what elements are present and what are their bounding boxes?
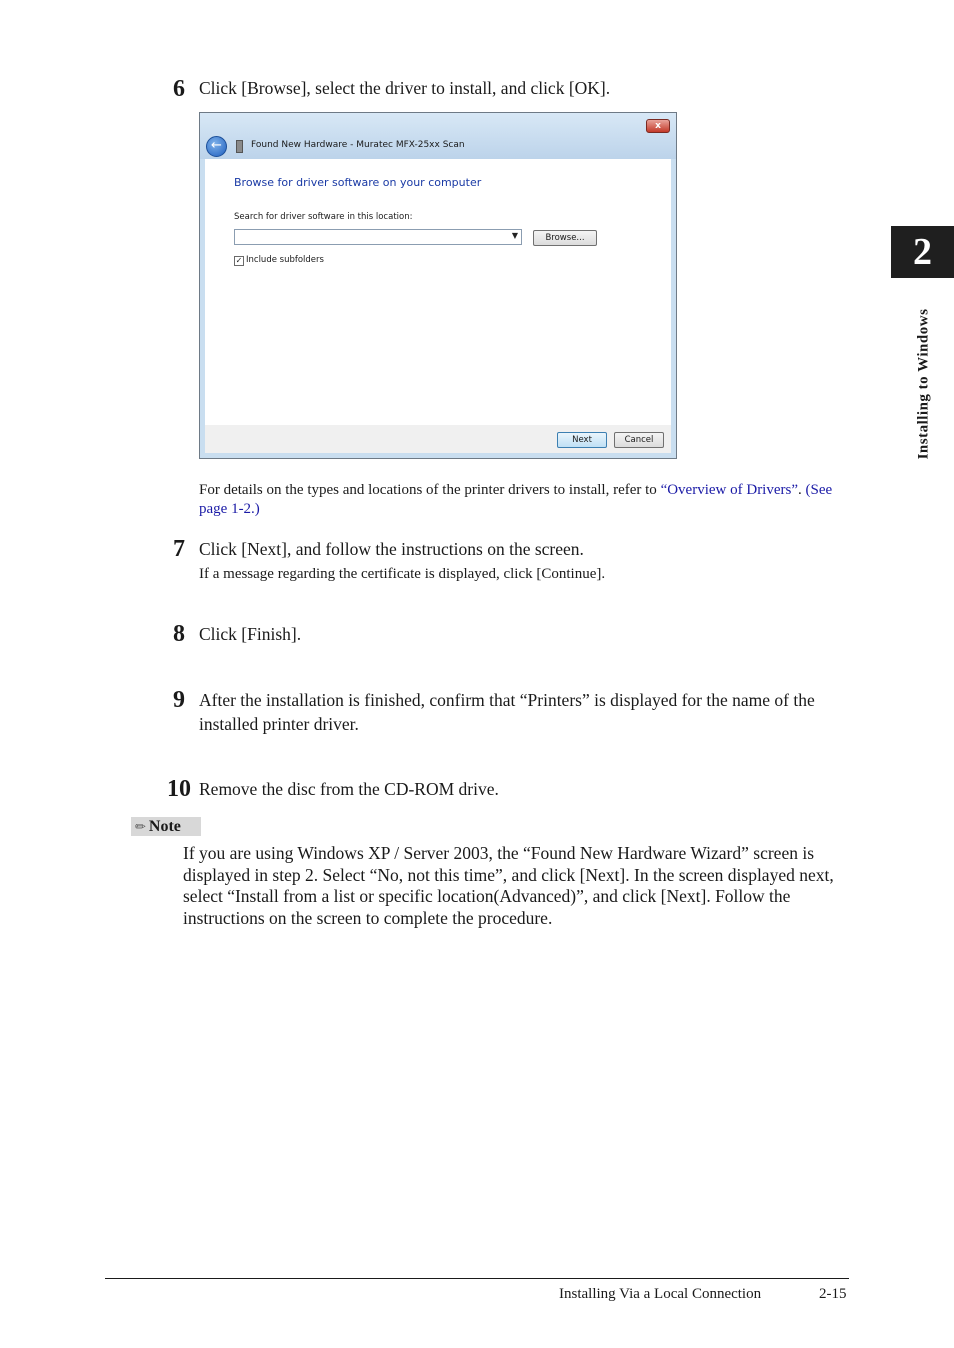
step-number-7: 7	[173, 536, 185, 562]
search-location-label: Search for driver software in this location:	[234, 212, 413, 222]
footer-divider	[105, 1278, 849, 1279]
overview-of-drivers-link[interactable]: “Overview of Drivers”	[660, 482, 799, 498]
dialog-footer	[205, 425, 671, 453]
chapter-side-title: Installing to Windows	[915, 308, 932, 460]
hardware-device-icon	[236, 140, 243, 153]
dialog-title: Found New Hardware - Muratec MFX-25xx Scan	[251, 140, 465, 150]
page-reference-link[interactable]: (See page 1-2.)	[199, 482, 833, 517]
step-6-text: Click [Browse], select the driver to install, and click [OK].	[199, 78, 611, 98]
footer-section-title: Installing Via a Local Connection	[559, 1286, 762, 1302]
dialog-heading: Browse for driver software on your computer	[234, 176, 482, 189]
cancel-button[interactable]: Cancel	[614, 432, 664, 448]
step-8-text: Click [Finish].	[199, 624, 302, 644]
step-7-subtext: If a message regarding the certificate is displayed, click [Continue].	[199, 566, 606, 582]
step-9-text: After the installation is finished, confirm that “Printers” is displayed for the name of the installed printer driver.	[199, 690, 815, 734]
driver-note-middle: .	[798, 482, 806, 498]
dropdown-arrow-icon[interactable]: ▼	[511, 231, 518, 240]
footer-page-number: 2-15	[819, 1286, 847, 1302]
driver-path-combobox[interactable]	[234, 229, 522, 245]
note-text: If you are using Windows XP / Server 2003, the “Found New Hardware Wizard” screen is displayed in step 2. Select “No, not this time”, and click [Next]. In the screen displayed next, select “Install from a list or specific location(Advanced)”, and click [Next]. Follow the instructions on the screen to complete the procedure.	[183, 843, 834, 928]
pencil-icon: ✏	[135, 819, 146, 834]
chapter-number-tab: 2	[891, 226, 954, 278]
include-subfolders-checkbox[interactable]: ✓	[235, 256, 243, 265]
step-7-text: Click [Next], and follow the instructions on the screen.	[199, 539, 584, 559]
step-number-6: 6	[173, 76, 185, 102]
driver-note-prefix: For details on the types and locations of the printer drivers to install, refer to	[199, 482, 661, 498]
dialog-titlebar	[200, 113, 676, 159]
include-subfolders-label: Include subfolders	[246, 255, 324, 265]
include-subfolders-option[interactable]	[234, 255, 324, 266]
dialog-body	[205, 159, 671, 425]
step-10-text: Remove the disc from the CD-ROM drive.	[199, 779, 499, 799]
note-badge	[131, 817, 201, 836]
step-number-10: 10	[167, 776, 191, 802]
next-button[interactable]: Next	[557, 432, 607, 448]
note-label: Note	[148, 818, 181, 835]
close-button[interactable]: x	[646, 119, 670, 133]
browse-button[interactable]: Browse...	[533, 230, 597, 246]
step-number-9: 9	[173, 687, 185, 713]
driver-details-note	[199, 481, 839, 519]
step-number-8: 8	[173, 621, 185, 647]
back-arrow-icon[interactable]: ←	[206, 136, 227, 157]
driver-browse-dialog	[199, 112, 677, 459]
